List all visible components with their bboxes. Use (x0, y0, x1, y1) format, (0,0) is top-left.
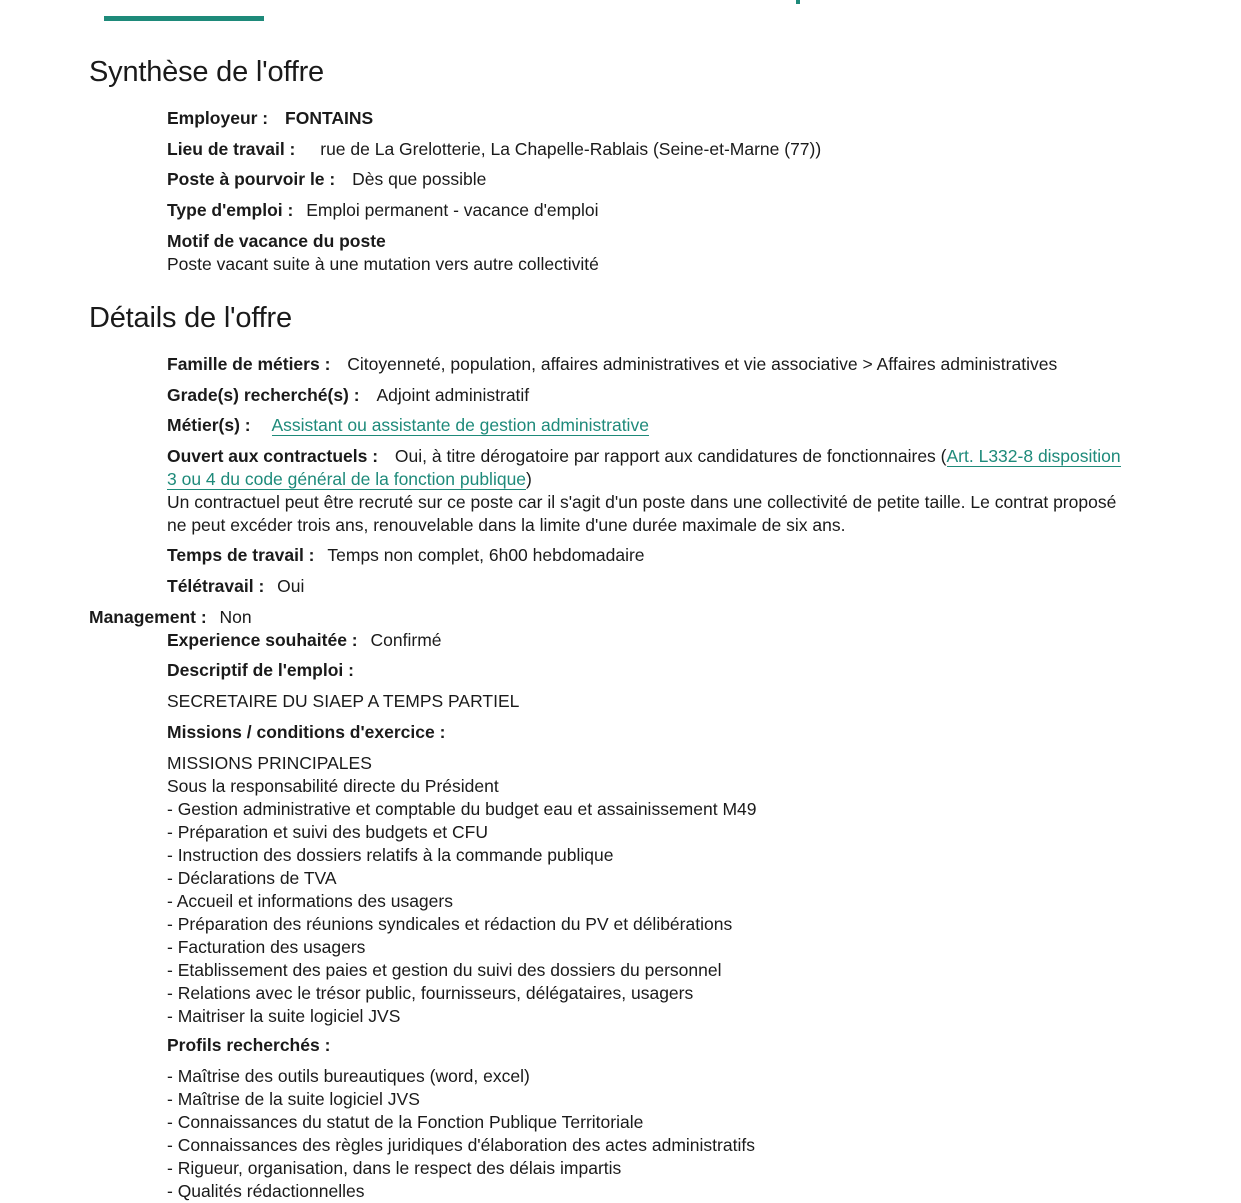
experience-label: Experience souhaitée : (167, 630, 358, 650)
list-item: - Facturation des usagers (167, 937, 366, 957)
field-type (167, 199, 598, 222)
grade-label: Grade(s) recherché(s) : (167, 385, 360, 405)
list-item: - Relations avec le trésor public, fournisseurs, délégataires, usagers (167, 983, 694, 1003)
list-item: Sous la responsabilité directe du Président (167, 776, 499, 796)
list-item: - Préparation des réunions syndicales et rédaction du PV et délibérations (167, 914, 733, 934)
type-value: Emploi permanent - vacance d'emploi (306, 200, 599, 220)
famille-label: Famille de métiers : (167, 354, 331, 374)
contractuels-label: Ouvert aux contractuels : (167, 446, 379, 466)
section-title-details: Détails de l'offre (89, 302, 292, 334)
field-motif (167, 230, 599, 276)
list-item: - Etablissement des paies et gestion du suivi des dossiers du personnel (167, 960, 722, 980)
type-label: Type d'emploi : (167, 200, 294, 220)
section-title-synthese: Synthèse de l'offre (89, 56, 324, 88)
contractuels-close: ) (526, 469, 532, 489)
field-poste (167, 168, 486, 191)
field-management (89, 606, 252, 629)
missions-label (167, 721, 445, 744)
motif-value: Poste vacant suite à une mutation vers autre collectivité (167, 254, 599, 274)
list-item: - Connaissances du statut de la Fonction Publique Territoriale (167, 1112, 644, 1132)
list-item: - Maîtrise des outils bureautiques (word, excel) (167, 1066, 530, 1086)
lieu-value: rue de La Grelotterie, La Chapelle-Rablais (Seine-et-Marne (77)) (320, 139, 822, 159)
temps-label: Temps de travail : (167, 545, 315, 565)
teletravail-label: Télétravail : (167, 576, 265, 596)
list-item: - Accueil et informations des usagers (167, 891, 453, 911)
poste-value: Dès que possible (352, 169, 487, 189)
field-teletravail (167, 575, 304, 598)
field-temps (167, 544, 645, 567)
list-item: - Déclarations de TVA (167, 868, 337, 888)
experience-value: Confirmé (370, 630, 442, 650)
profils-label (167, 1034, 330, 1057)
field-metier (167, 414, 649, 437)
descriptif-value: SECRETAIRE DU SIAEP A TEMPS PARTIEL (167, 691, 520, 711)
grade-value: Adjoint administratif (376, 385, 530, 405)
missions-list (167, 752, 757, 1028)
list-item: - Rigueur, organisation, dans le respect des délais impartis (167, 1158, 622, 1178)
field-famille (167, 353, 1057, 376)
list-item: MISSIONS PRINCIPALES (167, 753, 372, 773)
employeur-label: Employeur : (167, 108, 269, 128)
list-item: - Connaissances des règles juridiques d'élaboration des actes administratifs (167, 1135, 755, 1155)
metier-link[interactable]: Assistant ou assistante de gestion administrative (271, 415, 649, 435)
list-item: - Maitriser la suite logiciel JVS (167, 1006, 401, 1026)
teletravail-value: Oui (277, 576, 305, 596)
cropped-heading-fragment (796, 0, 800, 4)
article-link[interactable]: Art. L332-8 disposition 3 ou 4 du code général de la fonction publique (167, 446, 1121, 489)
list-item: - Gestion administrative et comptable du budget eau et assainissement M49 (167, 799, 757, 819)
list-item: - Instruction des dossiers relatifs à la commande publique (167, 845, 614, 865)
field-lieu (167, 138, 821, 161)
list-item: - Maîtrise de la suite logiciel JVS (167, 1089, 420, 1109)
descriptif-label (167, 659, 354, 682)
list-item: - Qualités rédactionnelles (167, 1181, 365, 1201)
active-tab-indicator (104, 16, 264, 21)
lieu-label: Lieu de travail : (167, 139, 296, 159)
management-label: Management : (89, 607, 207, 627)
list-item: - Préparation et suivi des budgets et CFU (167, 822, 488, 842)
field-employeur (167, 107, 373, 130)
contractuels-note: Un contractuel peut être recruté sur ce poste car il s'agit d'un poste dans une collectivité de petite taille. Le contrat proposé ne peut excéder trois ans, renouvelable dans la limite d'une durée maximale de six ans. (167, 492, 1117, 535)
famille-value: Citoyenneté, population, affaires administratives et vie associative > Affaires administratives (347, 354, 1058, 374)
profils-list (167, 1065, 755, 1203)
field-grade (167, 384, 529, 407)
metier-label: Métier(s) : (167, 415, 251, 435)
employeur-value: FONTAINS (285, 108, 374, 128)
field-experience (167, 629, 442, 652)
motif-label: Motif de vacance du poste (167, 231, 386, 251)
field-contractuels (167, 445, 1127, 537)
poste-label: Poste à pourvoir le : (167, 169, 336, 189)
temps-value: Temps non complet, 6h00 hebdomadaire (327, 545, 645, 565)
contractuels-value: Oui, à titre dérogatoire par rapport aux candidatures de fonctionnaires ( (394, 446, 947, 466)
missions-label-text: Missions / conditions d'exercice : (167, 722, 446, 742)
management-value: Non (219, 607, 252, 627)
profils-label-text: Profils recherchés : (167, 1035, 331, 1055)
descriptif-label-text: Descriptif de l'emploi : (167, 660, 354, 680)
